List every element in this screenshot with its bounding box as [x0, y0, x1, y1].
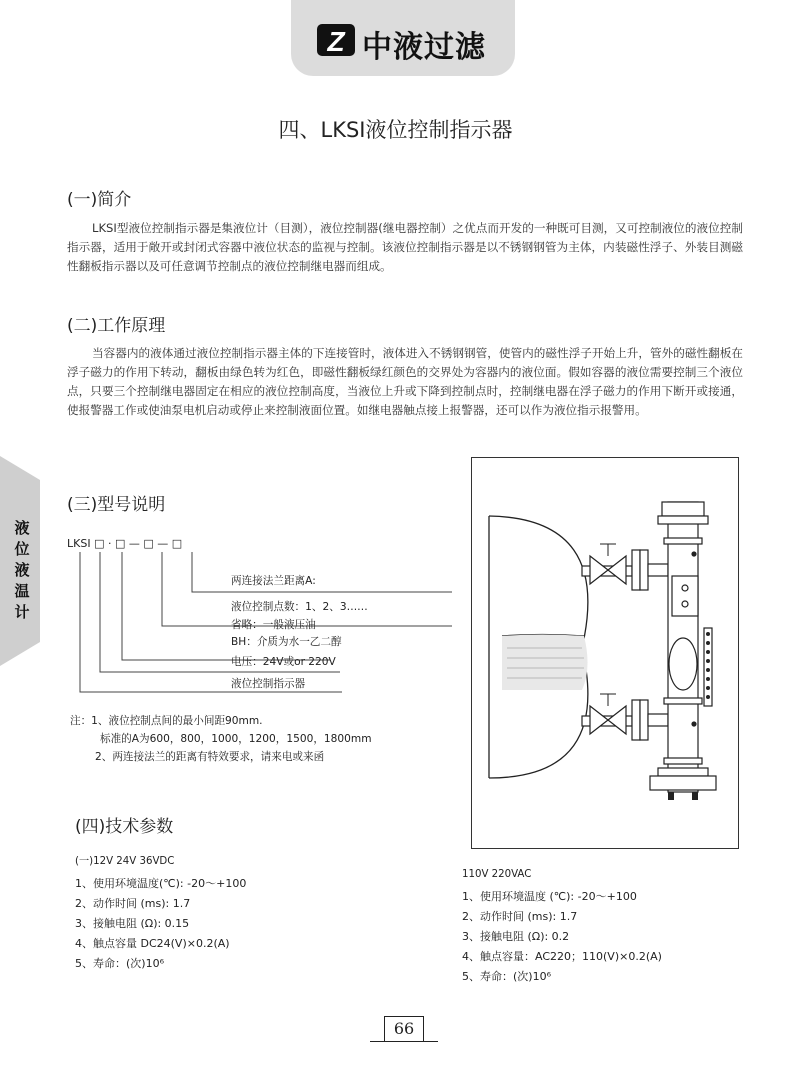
specs-left-item: 2、动作时间 (ms): 1.7: [75, 897, 191, 910]
specs-left-item: 3、接触电阻 (Ω): 0.15: [75, 917, 190, 930]
model-label-control-points: 液位控制点数：1、2、3……: [231, 601, 368, 613]
model-heading: (三)型号说明: [67, 495, 166, 515]
page-number-underline: [370, 1041, 438, 1042]
model-label-medium-default: 省略：一般液压油: [231, 619, 316, 631]
model-note-1: 注：1、液位控制点间的最小间距90mm.: [70, 715, 263, 727]
page-title: 四、LKSI液位控制指示器: [278, 118, 513, 142]
specs-right-title: 110V 220VAC: [462, 869, 532, 880]
intro-heading: (一)简介: [67, 190, 132, 210]
specs-left-item: 5、寿命：(次)10⁶: [75, 957, 164, 970]
principle-heading: (二)工作原理: [67, 316, 166, 336]
model-note-standard: 标准的A为600，800，1000，1200，1500，1800mm: [100, 733, 372, 745]
model-code: LKSI □ · □ — □ — □: [67, 537, 183, 550]
brand-name: 中液过滤: [362, 30, 486, 65]
model-label-flange-distance: 两连接法兰距离A:: [231, 575, 316, 587]
brand-logo-icon: [316, 22, 356, 58]
model-note-2: 2、两连接法兰的距离有特效要求，请来电或来函: [95, 751, 325, 763]
model-label-voltage: 电压：24V或or 220V: [231, 656, 336, 668]
specs-left-item: 1、使用环境温度(℃): -20～+100: [75, 877, 247, 890]
specs-right-item: 1、使用环境温度 (℃): -20～+100: [462, 890, 637, 903]
specs-right-item: 2、动作时间 (ms): 1.7: [462, 910, 578, 923]
specs-right-item: 5、寿命：(次)10⁶: [462, 970, 551, 983]
product-illustration-frame: [471, 457, 739, 849]
specs-right-item: 3、接触电阻 (Ω): 0.2: [462, 930, 570, 943]
logo-letter: Z: [327, 26, 345, 57]
specs-heading: (四)技术参数: [75, 817, 174, 837]
principle-body: 当容器内的液体通过液位控制指示器主体的下连接管时，液体进入不锈钢钢管，使管内的磁性浮子开始上升，管外的磁性翻板在浮子磁力的作用下转动，翻板由绿色转为红色，即磁性翻板绿红颜色的交界处为容器内的液位面。假如容器的液位需要控制三个液位点，只要三个控制继电器固定在相应的液位控制高度，当液位上升或下降到控制点时，控制继电器在浮子磁力的作用下断开或接通，使报警器工作或使油泵电机启动或停止来控制液面位置。如继电器触点接上报警器，还可以作为液位指示报警用。: [67, 346, 743, 417]
model-label-product: 液位控制指示器: [231, 678, 306, 690]
specs-left-title: (一)12V 24V 36VDC: [75, 856, 175, 867]
model-label-medium-bh: BH：介质为水一乙二醇: [231, 636, 342, 648]
specs-right-item: 4、触点容量：AC220；110(V)×0.2(A): [462, 950, 662, 963]
side-category-label: 液位液温计: [14, 519, 30, 621]
level-indicator-drawing: [472, 458, 738, 848]
intro-body: LKSI型液位控制指示器是集液位计（目测），液位控制器(继电器控制）之优点而开发的一种既可目测，又可控制液位的液位控制指示器，适用于敞开或封闭式容器中液位状态的监视与控制。该液位控制指示器是以不锈钢钢管为主体，内装磁性浮子、外装目测磁性翻板指示器以及可任意调节控制点的液位控制继电器而组成。: [67, 221, 743, 273]
specs-left-item: 4、触点容量 DC24(V)×0.2(A): [75, 937, 230, 950]
page-number: 66: [384, 1016, 424, 1042]
